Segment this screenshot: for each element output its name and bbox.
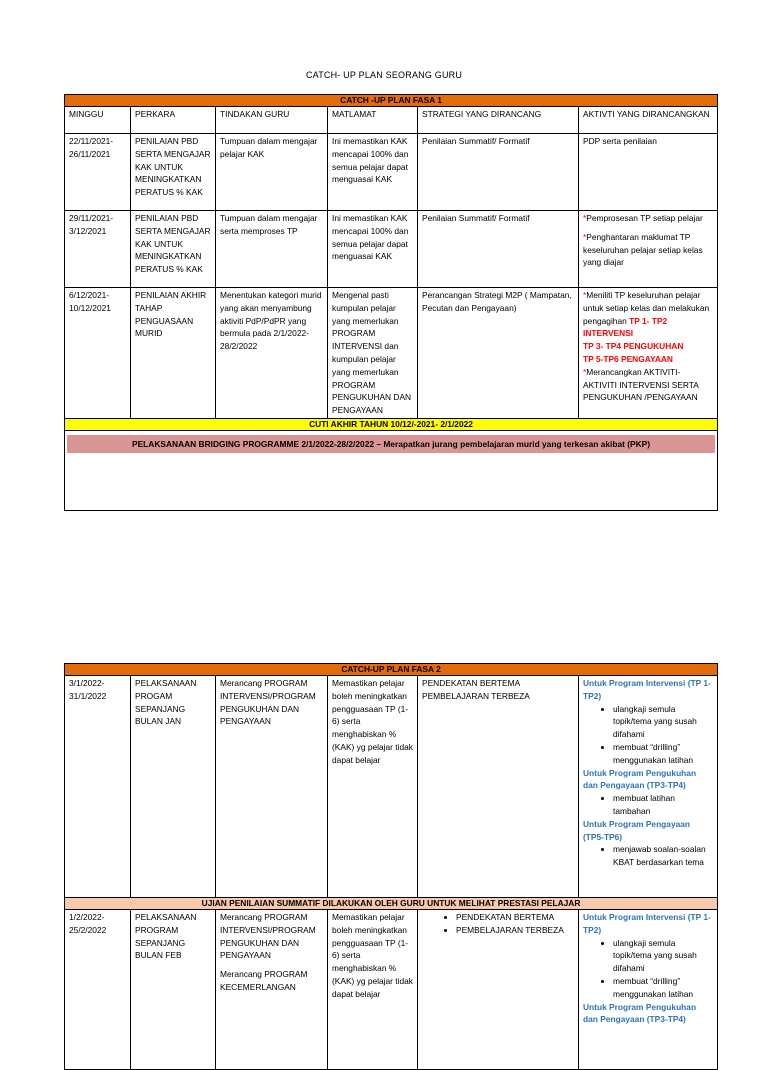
strategi-cell: Perancangan Strategi M2P ( Mampatan, Pecutan dan Pengayaan)	[418, 288, 579, 419]
column-header: MATLAMAT	[328, 107, 418, 134]
aktiviti-cell: *Meniliti TP keseluruhan pelajar untuk setiap kelas dan melakukan pengagihan TP 1- TP2 INTERVENSI TP 3- TP4 PENGUKUHAN TP 5-TP6 PENGAYAAN *Merancangkan AKTIVITI-AKTIVITI INTERVENSI SERTA PENGUKUHAN /PENGAYAAN	[579, 288, 718, 419]
bullet-asterisk: *	[583, 366, 587, 377]
minggu-cell: 6/12/2021-10/12/2021	[65, 288, 131, 419]
perkara-cell: PENILAIAN AKHIR TAHAP PENGUASAAN MURID	[131, 288, 216, 419]
minggu-cell: 3/1/2022-31/1/2022	[65, 676, 131, 898]
table-row	[65, 288, 718, 419]
bullet-asterisk: *	[583, 213, 587, 223]
strategi-cell	[418, 910, 579, 1070]
cuti-banner: CUTI AKHIR TAHUN 10/12/-2021- 2/1/2022	[65, 419, 718, 431]
list-item: • PEMBELAJARAN TERBEZA	[456, 924, 574, 937]
table-row	[65, 676, 718, 898]
list-item: • membuat “drilling” menggunakan latihan	[613, 975, 713, 1001]
minggu-cell: 29/11/2021-3/12/2021	[65, 211, 131, 288]
minggu-cell: 22/11/2021-26/11/2021	[65, 134, 131, 211]
ujian-banner: UJIAN PENILAIAN SUMMATIF DILAKUKAN OLEH GURU UNTUK MELIHAT PRESTASI PELAJAR	[65, 898, 718, 910]
perkara-cell: PELAKSANAAN PROGAM SEPANJANG BULAN JAN	[131, 676, 216, 898]
list-item: • menjawab soalan-soalan KBAT berdasarkan tema	[613, 843, 713, 869]
table-row	[65, 910, 718, 1070]
aktiviti-cell: Untuk Program Intervensi (TP 1-TP2) • ulangkaji semula topik/tema yang susah difahami • membuat “drilling” menggunakan latihan Untuk Program Pengukuhan dan Pengayaan (TP3-TP4)	[579, 910, 718, 1070]
column-header: TINDAKAN GURU	[216, 107, 328, 134]
tindakan-cell: Menentukan kategori murid yang akan menyambung aktiviti PdP/PdPR yang bermula pada 2/1/2022-28/2/2022	[216, 288, 328, 419]
strategi-cell: Penilaian Summatif/ Formatif	[418, 211, 579, 288]
bullet-asterisk: *	[583, 290, 587, 300]
strategi-cell: Penilaian Summatif/ Formatif	[418, 134, 579, 211]
perkara-cell: PELAKSANAAN PROGRAM SEPANJANG BULAN FEB	[131, 910, 216, 1070]
column-header: STRATEGI YANG DIRANCANG	[418, 107, 579, 134]
aktiviti-cell: *Pemprosesan TP setiap pelajar *Penghantaran maklumat TP keseluruhan pelajar setiap kelas yang diajar	[579, 211, 718, 288]
matlamat-cell: Ini memastikan KAK mencapai 100% dan semua pelajar dapat menguasai KAK	[328, 134, 418, 211]
table-title: CATCH -UP PLAN FASA 1	[65, 95, 718, 107]
aktiviti-cell: Untuk Program Intervensi (TP 1-TP2) • ulangkaji semula topik/tema yang susah difahami • membuat “drilling” menggunakan latihan Untuk Program Pengukuhan dan Pengayaan (TP3-TP4) • membuat latihan tambahan Untuk Program Pengayaan (TP5-TP6) • menjawab soalan-soalan KBAT berdasarkan tema	[579, 676, 718, 898]
column-header: MINGGU	[65, 107, 131, 134]
matlamat-cell: Memastikan pelajar boleh meningkatkan pengguasaan TP (1-6) serta menghabiskan % (KAK) yg pelajar tidak dapat belajar	[328, 676, 418, 898]
matlamat-cell: Ini memastikan KAK mencapai 100% dan semua pelajar dapat menguasai KAK	[328, 211, 418, 288]
strategi-cell: PENDEKATAN BERTEMA PEMBELAJARAN TERBEZA	[418, 676, 579, 898]
aktiviti-cell: PDP serta penilaian	[579, 134, 718, 211]
bullet-asterisk: *	[583, 231, 587, 242]
table-title: CATCH-UP PLAN FASA 2	[65, 664, 718, 676]
table-row	[65, 134, 718, 211]
bridging-banner: PELAKSANAAN BRIDGING PROGRAMME 2/1/2022-28/2/2022 – Merapatkan jurang pembelajaran murid yang terkesan akibat (PKP)	[67, 435, 715, 453]
catch-up-plan-fasa-1-table	[64, 94, 718, 511]
list-item: • ulangkaji semula topik/tema yang susah difahami	[613, 937, 713, 975]
tindakan-cell: Merancang PROGRAM INTERVENSI/PROGRAM PENGUKUHAN DAN PENGAYAAN Merancang PROGRAM KECEMERLANGAN	[216, 910, 328, 1070]
document-title: CATCH- UP PLAN SEORANG GURU	[305, 70, 463, 80]
catch-up-plan-fasa-2-table	[64, 663, 718, 1070]
column-header: AKTIVTI YANG DIRANCANGKAN	[579, 107, 718, 134]
table-row	[65, 211, 718, 288]
list-item: • PENDEKATAN BERTEMA	[456, 911, 574, 924]
list-item: • membuat latihan tambahan	[613, 792, 713, 818]
matlamat-cell: Memastikan pelajar boleh meningkatkan pengguasaan TP (1-6) serta menghabiskan % (KAK) yg pelajar tidak dapat belajar	[328, 910, 418, 1070]
tindakan-cell: Merancang PROGRAM INTERVENSI/PROGRAM PENGUKUHAN DAN PENGAYAAN	[216, 676, 328, 898]
matlamat-cell: Mengenal pasti kumpulan pelajar yang memerlukan PROGRAM INTERVENSI dan kumpulan pelajar yang memerlukan PROGRAM PENGUKUHAN DAN PENGAYAAN	[328, 288, 418, 419]
list-item: • ulangkaji semula topik/tema yang susah difahami	[613, 703, 713, 741]
list-item: • membuat “drilling” menggunakan latihan	[613, 741, 713, 767]
perkara-cell: PENILAIAN PBD SERTA MENGAJAR KAK UNTUK MENINGKATKAN PERATUS % KAK	[131, 134, 216, 211]
column-header: PERKARA	[131, 107, 216, 134]
tindakan-cell: Tumpuan dalam mengajar serta memproses TP	[216, 211, 328, 288]
tindakan-cell: Tumpuan dalam mengajar pelajar KAK	[216, 134, 328, 211]
minggu-cell: 1/2/2022-25/2/2022	[65, 910, 131, 1070]
bridging-cell	[65, 431, 718, 511]
perkara-cell: PENILAIAN PBD SERTA MENGAJAR KAK UNTUK MENINGKATKAN PERATUS % KAK	[131, 211, 216, 288]
